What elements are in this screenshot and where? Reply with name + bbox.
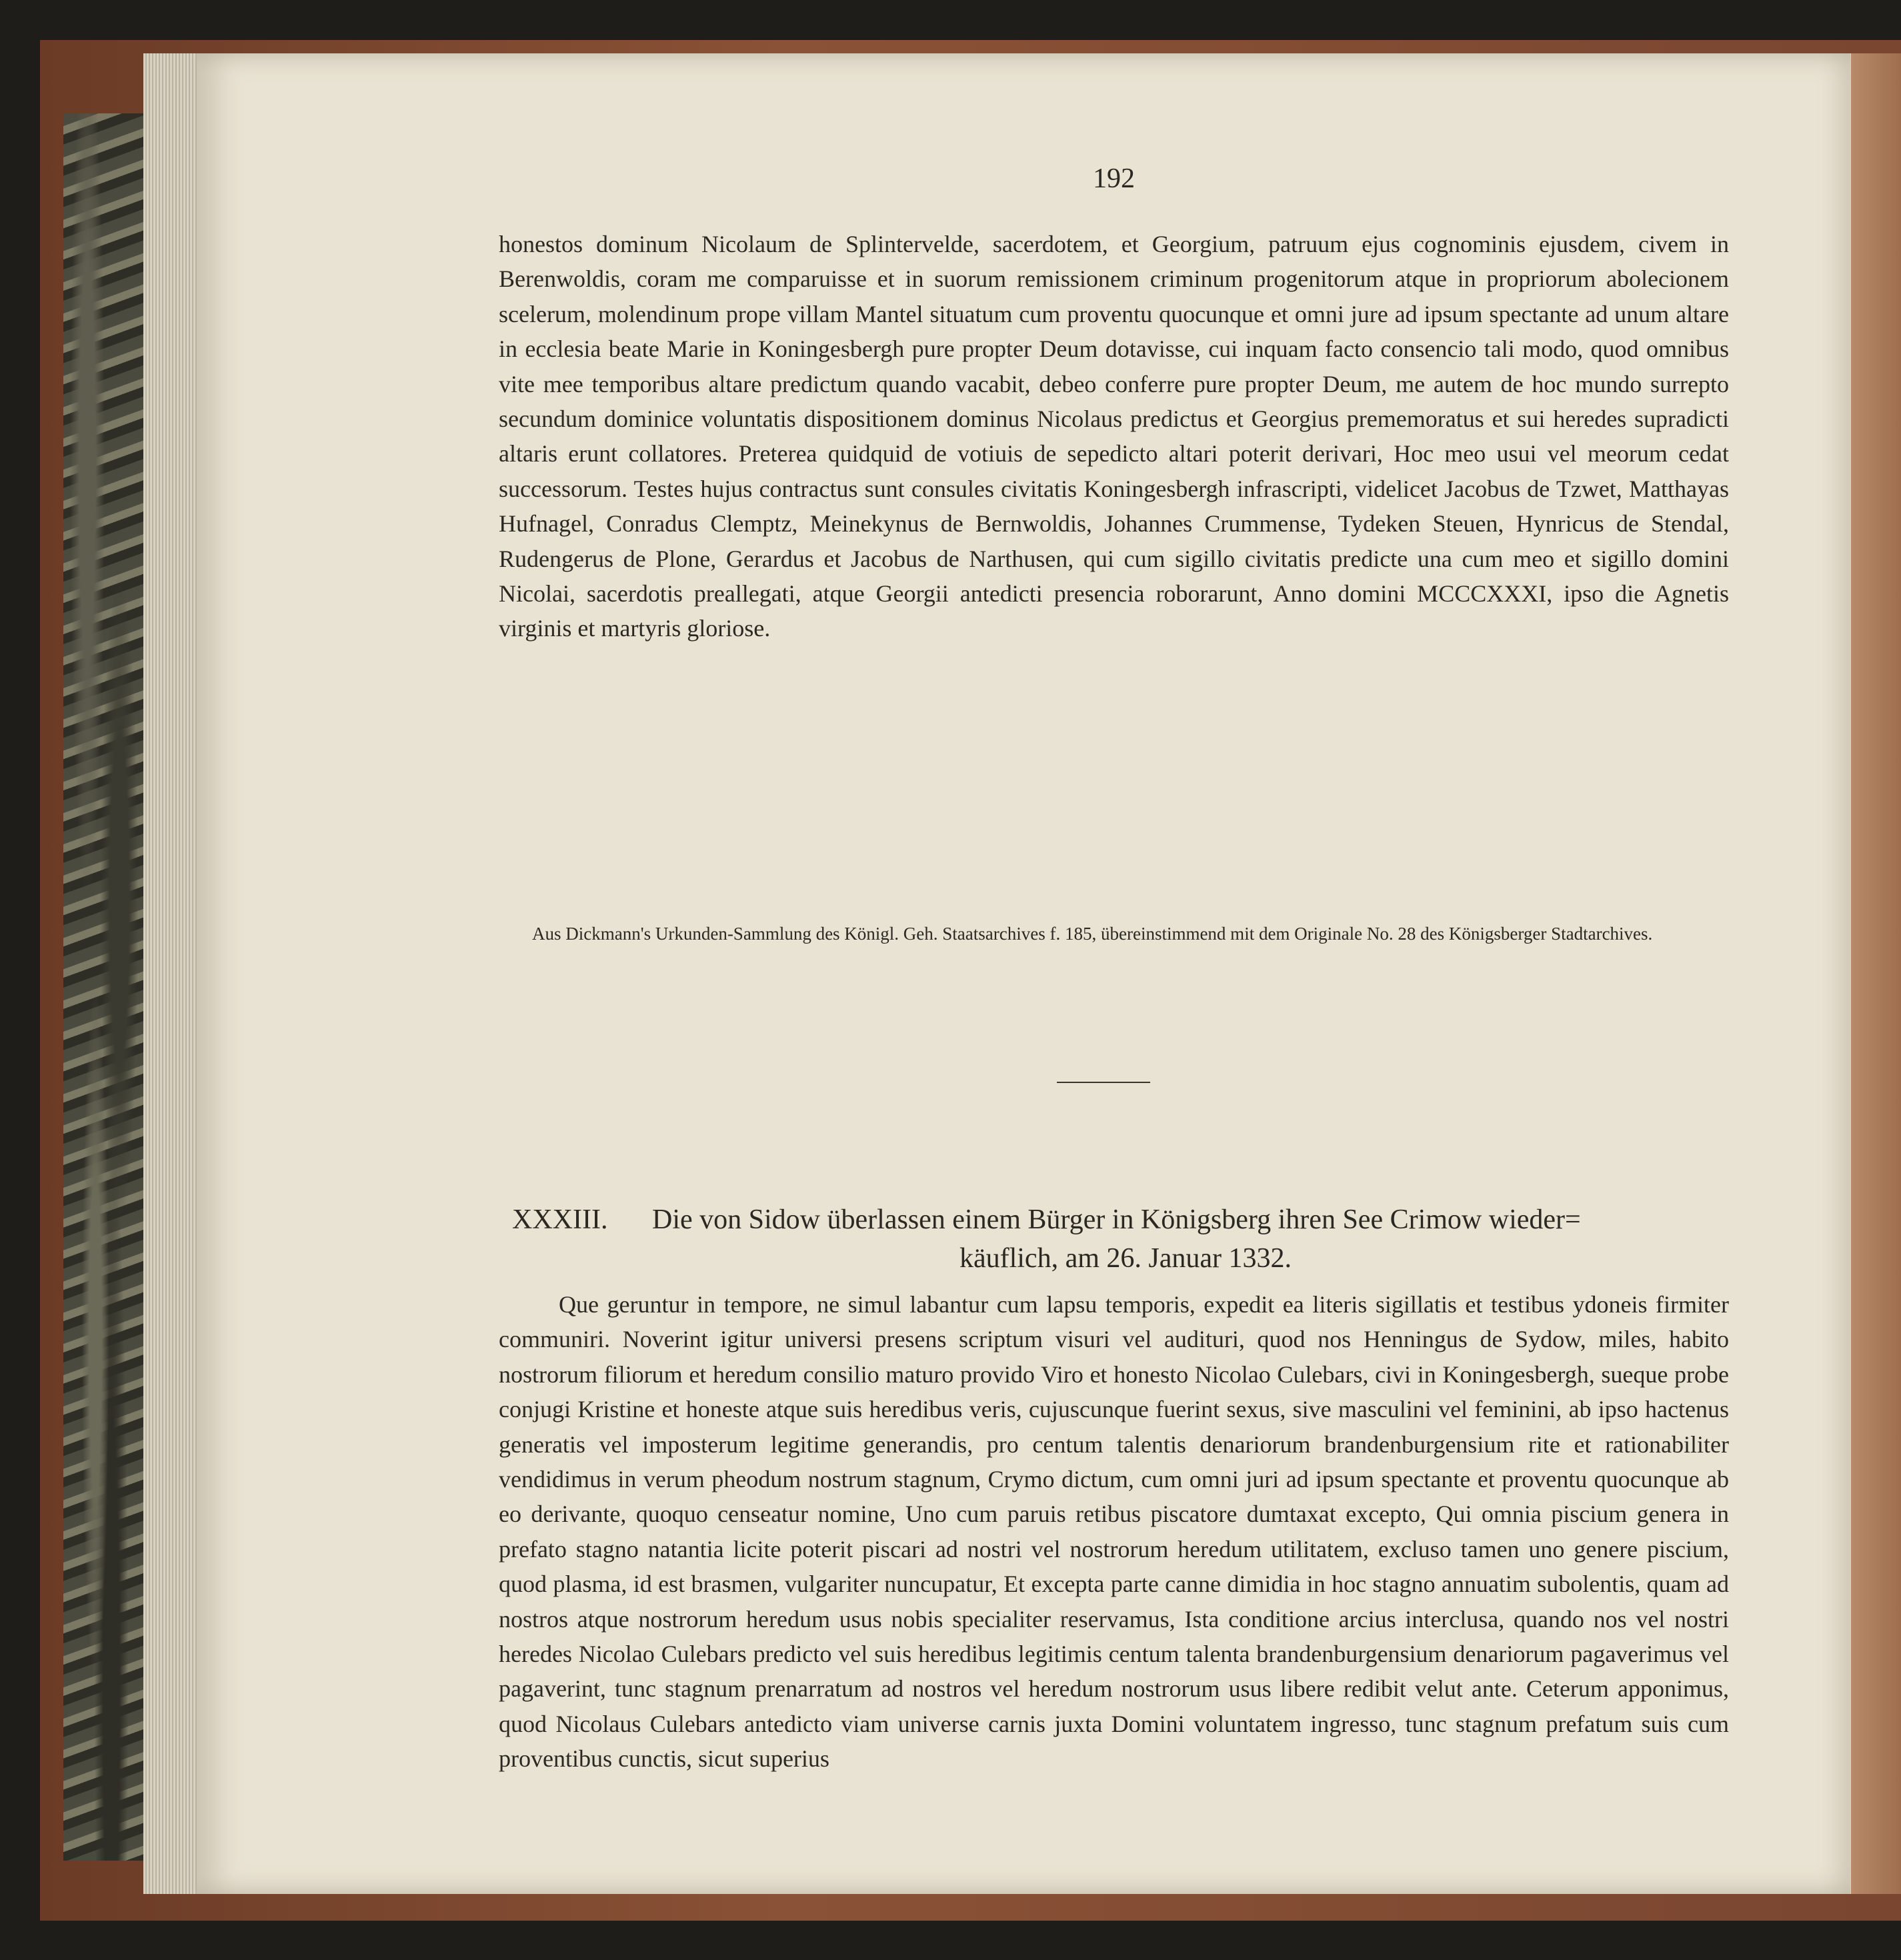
document-title-line1: Die von Sidow überlassen einem Bürger in Königsberg ihren See Crimow wieder= <box>652 1204 1581 1235</box>
document-heading <box>512 1200 1712 1278</box>
marbled-edge <box>63 113 143 1861</box>
preceding-document-text <box>499 227 1729 646</box>
page-number: 192 <box>1093 163 1135 194</box>
right-cover-edge <box>1851 53 1901 1894</box>
document-number: XXXIII. <box>512 1204 608 1235</box>
source-note: Aus Dickmann's Urkunden-Sammlung des Königl. Geh. Staatsarchives f. 185, übereinstimmend mit dem Originale No. 28 des Königsberger Stadtarchives. <box>532 924 1653 944</box>
document-body <box>499 1287 1729 1777</box>
document-title-line2: käuflich, am 26. Januar 1332. <box>959 1243 1292 1274</box>
body-paragraph: Que geruntur in tempore, ne simul labantur cum lapsu temporis, expedit ea literis sigillatis et testibus ydoneis firmiter communiri. Noverint igitur universi presens scriptum visuri vel audituri, quod nos Henningus de Sydow, miles, habito nostrorum filiorum et heredum consilio maturo provido Viro et honesto Nicolao Culebars, civi in Koningesbergh, sueque probe conjugi Kristine et honeste atque suis heredibus veris, cujuscunque fuerint sexus, sive masculini vel feminini, ab ipso hactenus generatis vel imposterum legitime generandis, pro centum talentis denariorum brandenburgensium rite et rationabiliter vendidimus in verum pheodum nostrum stagnum, Crymo dictum, cum omni juri ad ipsum spectante et proventu quocunque ab eo derivante, quoquo censeatur nomine, Uno cum paruis retibus piscatore dumtaxat excepto, Qui omnia piscium genera in prefato stagno natantia licite poterit piscari ad nostri vel nostrorum heredum utilitatem, excluso tamen uno genere piscium, quod plasma, id est brasmen, vulgariter nuncupatur, Et excepta parte canne dimidia in hoc stagno annuatim subolentis, quam ad nostros atque nostrorum heredum usus nobis specialiter reservamus, Ista conditione arcius interclusa, quando nos vel nostri heredes Nicolao Culebars predicto vel suis heredibus legitimis centum talenta brandenburgensium denariorum pagaverimus vel pagaverint, tunc stagnum prenarratum ad nostros vel heredum nostrorum usus libere redibit velut ante. Ceterum apponimus, quod Nicolaus Culebars antedicto viam universe carnis juxta Domini voluntatem ingresso, tunc stagnum prefatum suis cum proventibus cunctis, sicut superius <box>499 1291 1729 1773</box>
preceding-paragraph: honestos dominum Nicolaum de Splintervelde, sacerdotem, et Georgium, patruum ejus cognominis ejusdem, civem in Berenwoldis, coram me comparuisse et in suorum remissionem criminum progenitorum atque in propriorum abolecionem scelerum, molendinum prope villam Mantel situatum cum proventu quocunque et omni jure ad ipsum spectante ad unum altare in ecclesia beate Marie in Koningesbergh pure propter Deum dotavisse, cui inquam facto consencio tali modo, quod omnibus vite mee temporibus altare predictum quando vacabit, debeo conferre pure propter Deum, me autem de hoc mundo surrepto secundum dominice voluntatis dispositionem dominus Nicolaus predictus et Georgius prememoratus et sui heredes supradicti altaris erunt collatores. Preterea quidquid de votiuis de sepedicto altari poterit derivari, Hoc meo usui vel meorum cedat successorum. Testes hujus contractus sunt consules civitatis Koningesbergh infrascripti, videlicet Jacobus de Tzwet, Matthayas Hufnagel, Conradus Clemptz, Meinekynus de Bernwoldis, Johannes Crummense, Tydeken Steuen, Hynricus de Stendal, Rudengerus de Plone, Gerardus et Jacobus de Narthusen, qui cum sigillo civitatis predicte una cum meo et sigillo domini Nicolai, sacerdotis preallegati, atque Georgii antedicti presencia roborarunt, Anno domini MCCCXXXI, ipso die Agnetis virginis et martyris gloriose. <box>499 231 1729 642</box>
section-divider <box>1057 1082 1150 1083</box>
